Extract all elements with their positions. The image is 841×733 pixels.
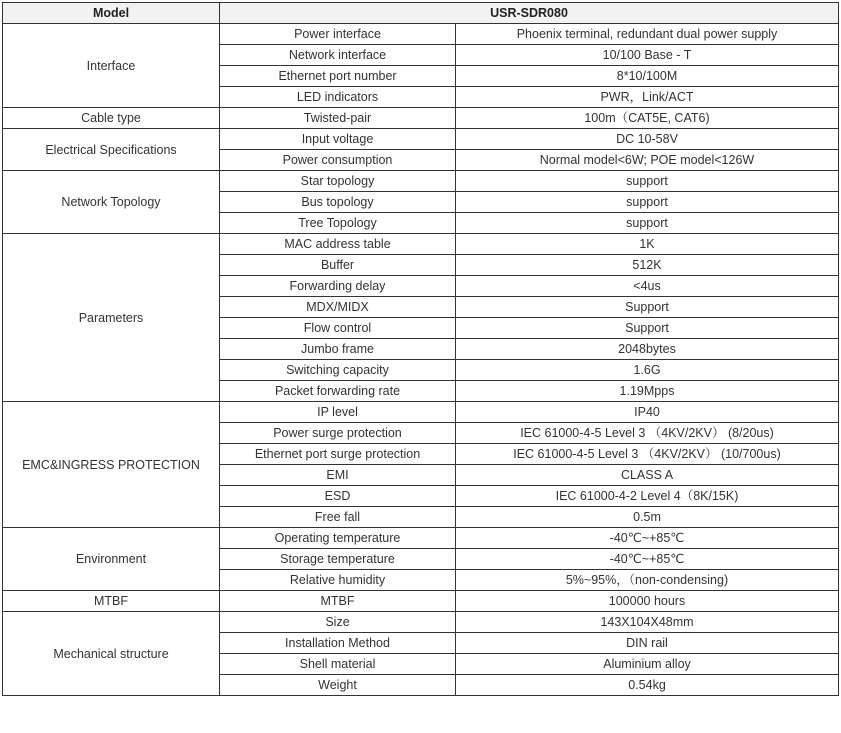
- param-name: Bus topology: [220, 192, 456, 213]
- param-name: Flow control: [220, 318, 456, 339]
- param-name: Storage temperature: [220, 549, 456, 570]
- param-name: LED indicators: [220, 87, 456, 108]
- table-row: [3, 234, 839, 255]
- param-value: Aluminium alloy: [456, 654, 839, 675]
- param-name: Buffer: [220, 255, 456, 276]
- param-name: Star topology: [220, 171, 456, 192]
- param-value: 100m（CAT5E, CAT6): [456, 108, 839, 129]
- param-value: 0.5m: [456, 507, 839, 528]
- param-name: Twisted-pair: [220, 108, 456, 129]
- param-value: 143X104X48mm: [456, 612, 839, 633]
- param-name: Switching capacity: [220, 360, 456, 381]
- param-name: Size: [220, 612, 456, 633]
- group-label: Parameters: [3, 234, 220, 402]
- param-value: IEC 61000-4-5 Level 3 （4KV/2KV） (8/20us): [456, 423, 839, 444]
- param-name: Input voltage: [220, 129, 456, 150]
- param-name: MTBF: [220, 591, 456, 612]
- param-value: support: [456, 213, 839, 234]
- spec-table-body: [3, 3, 839, 696]
- table-row: [3, 612, 839, 633]
- param-value: 5%~95%，（non-condensing): [456, 570, 839, 591]
- param-value: 8*10/100M: [456, 66, 839, 87]
- param-value: 1.6G: [456, 360, 839, 381]
- param-name: Ethernet port number: [220, 66, 456, 87]
- header-model-value: USR-SDR080: [220, 3, 839, 24]
- param-value: CLASS A: [456, 465, 839, 486]
- param-value: 2048bytes: [456, 339, 839, 360]
- param-value: <4us: [456, 276, 839, 297]
- param-name: MAC address table: [220, 234, 456, 255]
- group-label: Cable type: [3, 108, 220, 129]
- group-label: EMC&INGRESS PROTECTION: [3, 402, 220, 528]
- param-value: Phoenix terminal, redundant dual power supply: [456, 24, 839, 45]
- group-label: Interface: [3, 24, 220, 108]
- param-value: Support: [456, 318, 839, 339]
- param-name: Installation Method: [220, 633, 456, 654]
- param-value: 1K: [456, 234, 839, 255]
- param-name: MDX/MIDX: [220, 297, 456, 318]
- param-name: Network interface: [220, 45, 456, 66]
- param-value: -40℃~+85℃: [456, 549, 839, 570]
- param-name: Power consumption: [220, 150, 456, 171]
- param-name: Jumbo frame: [220, 339, 456, 360]
- param-name: Shell material: [220, 654, 456, 675]
- param-value: 10/100 Base - T: [456, 45, 839, 66]
- group-label: Electrical Specifications: [3, 129, 220, 171]
- param-name: EMI: [220, 465, 456, 486]
- param-value: Support: [456, 297, 839, 318]
- table-row: [3, 528, 839, 549]
- param-value: DC 10-58V: [456, 129, 839, 150]
- header-model-label: Model: [3, 3, 220, 24]
- table-row: [3, 129, 839, 150]
- param-value: 1.19Mpps: [456, 381, 839, 402]
- param-value: 0.54kg: [456, 675, 839, 696]
- param-value: DIN rail: [456, 633, 839, 654]
- param-name: Relative humidity: [220, 570, 456, 591]
- param-name: Tree Topology: [220, 213, 456, 234]
- param-value: 100000 hours: [456, 591, 839, 612]
- param-name: Free fall: [220, 507, 456, 528]
- param-name: IP level: [220, 402, 456, 423]
- table-row: [3, 402, 839, 423]
- param-name: Power surge protection: [220, 423, 456, 444]
- param-name: Power interface: [220, 24, 456, 45]
- param-value: IEC 61000-4-2 Level 4（8K/15K): [456, 486, 839, 507]
- param-value: IP40: [456, 402, 839, 423]
- param-name: Forwarding delay: [220, 276, 456, 297]
- param-value: 512K: [456, 255, 839, 276]
- param-value: IEC 61000-4-5 Level 3 （4KV/2KV） (10/700us): [456, 444, 839, 465]
- param-value: support: [456, 192, 839, 213]
- group-label: Network Topology: [3, 171, 220, 234]
- table-header-row: [3, 3, 839, 24]
- param-name: ESD: [220, 486, 456, 507]
- param-name: Operating temperature: [220, 528, 456, 549]
- table-row: [3, 591, 839, 612]
- group-label: Environment: [3, 528, 220, 591]
- group-label: Mechanical structure: [3, 612, 220, 696]
- table-row: [3, 171, 839, 192]
- param-value: support: [456, 171, 839, 192]
- group-label: MTBF: [3, 591, 220, 612]
- param-name: Ethernet port surge protection: [220, 444, 456, 465]
- table-row: [3, 24, 839, 45]
- param-value: Normal model<6W; POE model<126W: [456, 150, 839, 171]
- spec-table: [2, 2, 839, 696]
- table-row: [3, 108, 839, 129]
- param-value: -40℃~+85℃: [456, 528, 839, 549]
- param-name: Packet forwarding rate: [220, 381, 456, 402]
- param-name: Weight: [220, 675, 456, 696]
- param-value: PWR，Link/ACT: [456, 87, 839, 108]
